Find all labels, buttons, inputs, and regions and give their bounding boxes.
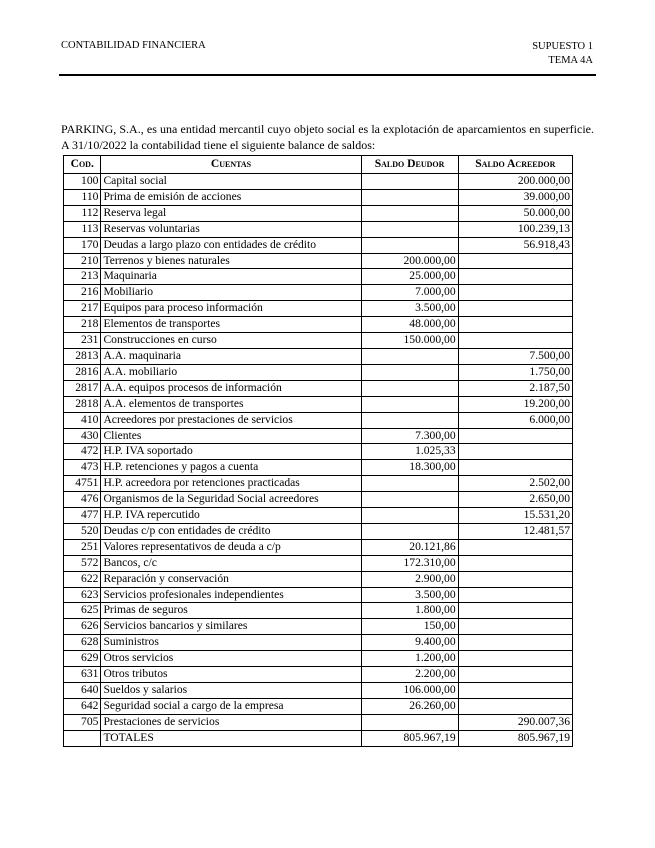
column-header-code: Cod. bbox=[64, 156, 101, 174]
table-row bbox=[64, 635, 573, 651]
account-code: 410 bbox=[64, 412, 101, 428]
table-row bbox=[64, 428, 573, 444]
account-code: 112 bbox=[64, 205, 101, 221]
debit-balance: 20.121,86 bbox=[361, 539, 458, 555]
table-row bbox=[64, 412, 573, 428]
table-row bbox=[64, 205, 573, 221]
debit-balance bbox=[361, 205, 458, 221]
account-name: Organismos de la Seguridad Social acreedores bbox=[101, 492, 361, 508]
table-row bbox=[64, 237, 573, 253]
debit-balance: 7.300,00 bbox=[361, 428, 458, 444]
account-code: 622 bbox=[64, 571, 101, 587]
table-row bbox=[64, 269, 573, 285]
table-row bbox=[64, 571, 573, 587]
table-row bbox=[64, 698, 573, 714]
credit-balance bbox=[458, 333, 572, 349]
table-row bbox=[64, 253, 573, 269]
account-code: 4751 bbox=[64, 476, 101, 492]
table-row bbox=[64, 189, 573, 205]
account-name: Deudas c/p con entidades de crédito bbox=[101, 523, 361, 539]
credit-balance: 290.007,36 bbox=[458, 714, 572, 730]
header-divider bbox=[59, 74, 596, 76]
credit-balance: 15.531,20 bbox=[458, 508, 572, 524]
credit-balance: 12.481,57 bbox=[458, 523, 572, 539]
debit-balance bbox=[361, 364, 458, 380]
credit-balance: 56.918,43 bbox=[458, 237, 572, 253]
account-code: 210 bbox=[64, 253, 101, 269]
debit-balance: 150,00 bbox=[361, 619, 458, 635]
credit-balance: 200.000,00 bbox=[458, 174, 572, 190]
account-code: 572 bbox=[64, 555, 101, 571]
account-name: Elementos de transportes bbox=[101, 317, 361, 333]
debit-balance: 106.000,00 bbox=[361, 683, 458, 699]
debit-balance bbox=[361, 348, 458, 364]
totals-credit: 805.967,19 bbox=[458, 730, 572, 746]
debit-balance bbox=[361, 508, 458, 524]
account-name: H.P. acreedora por retenciones practicadas bbox=[101, 476, 361, 492]
table-header-row bbox=[64, 156, 573, 174]
account-code: 628 bbox=[64, 635, 101, 651]
account-name: Suministros bbox=[101, 635, 361, 651]
debit-balance: 150.000,00 bbox=[361, 333, 458, 349]
credit-balance bbox=[458, 428, 572, 444]
table-row bbox=[64, 317, 573, 333]
account-name: Prima de emisión de acciones bbox=[101, 189, 361, 205]
account-name: Deudas a largo plazo con entidades de crédito bbox=[101, 237, 361, 253]
credit-balance bbox=[458, 635, 572, 651]
table-row bbox=[64, 492, 573, 508]
account-name: Otros servicios bbox=[101, 651, 361, 667]
credit-balance bbox=[458, 317, 572, 333]
account-name: Mobiliario bbox=[101, 285, 361, 301]
account-name: Servicios profesionales independientes bbox=[101, 587, 361, 603]
document-reference bbox=[532, 40, 593, 68]
account-code: 631 bbox=[64, 667, 101, 683]
account-code: 2816 bbox=[64, 364, 101, 380]
credit-balance bbox=[458, 269, 572, 285]
debit-balance bbox=[361, 174, 458, 190]
trial-balance-table bbox=[63, 155, 573, 747]
account-name: Seguridad social a cargo de la empresa bbox=[101, 698, 361, 714]
debit-balance bbox=[361, 396, 458, 412]
debit-balance: 2.900,00 bbox=[361, 571, 458, 587]
credit-balance bbox=[458, 555, 572, 571]
table-row bbox=[64, 285, 573, 301]
account-code: 640 bbox=[64, 683, 101, 699]
debit-balance bbox=[361, 492, 458, 508]
table-row bbox=[64, 508, 573, 524]
account-name: Bancos, c/c bbox=[101, 555, 361, 571]
debit-balance: 3.500,00 bbox=[361, 587, 458, 603]
credit-balance: 2.650,00 bbox=[458, 492, 572, 508]
account-code: 100 bbox=[64, 174, 101, 190]
debit-balance: 18.300,00 bbox=[361, 460, 458, 476]
credit-balance bbox=[458, 651, 572, 667]
account-name: H.P. IVA repercutido bbox=[101, 508, 361, 524]
table-body bbox=[64, 174, 573, 731]
credit-balance bbox=[458, 444, 572, 460]
account-code: 629 bbox=[64, 651, 101, 667]
table-row bbox=[64, 667, 573, 683]
credit-balance bbox=[458, 619, 572, 635]
account-code: 430 bbox=[64, 428, 101, 444]
account-code: 110 bbox=[64, 189, 101, 205]
account-name: Construcciones en curso bbox=[101, 333, 361, 349]
account-name: Reparación y conservación bbox=[101, 571, 361, 587]
table-row bbox=[64, 460, 573, 476]
account-name: Reservas voluntarias bbox=[101, 221, 361, 237]
account-name: A.A. equipos procesos de información bbox=[101, 380, 361, 396]
account-name: A.A. mobiliario bbox=[101, 364, 361, 380]
credit-balance: 2.187,50 bbox=[458, 380, 572, 396]
column-header-credit: Saldo Acreedor bbox=[458, 156, 572, 174]
account-name: Capital social bbox=[101, 174, 361, 190]
table-row bbox=[64, 301, 573, 317]
table-row bbox=[64, 444, 573, 460]
totals-row bbox=[64, 730, 573, 746]
debit-balance bbox=[361, 714, 458, 730]
debit-balance: 25.000,00 bbox=[361, 269, 458, 285]
table-row bbox=[64, 174, 573, 190]
account-code: 477 bbox=[64, 508, 101, 524]
credit-balance bbox=[458, 571, 572, 587]
debit-balance bbox=[361, 237, 458, 253]
account-name: A.A. maquinaria bbox=[101, 348, 361, 364]
debit-balance bbox=[361, 189, 458, 205]
account-code: 218 bbox=[64, 317, 101, 333]
debit-balance: 1.200,00 bbox=[361, 651, 458, 667]
account-code: 113 bbox=[64, 221, 101, 237]
account-code: 476 bbox=[64, 492, 101, 508]
totals-debit: 805.967,19 bbox=[361, 730, 458, 746]
credit-balance bbox=[458, 603, 572, 619]
table-row bbox=[64, 587, 573, 603]
totals-label: TOTALES bbox=[101, 730, 361, 746]
debit-balance bbox=[361, 412, 458, 428]
table-row bbox=[64, 523, 573, 539]
debit-balance bbox=[361, 476, 458, 492]
account-name: Sueldos y salarios bbox=[101, 683, 361, 699]
credit-balance: 19.200,00 bbox=[458, 396, 572, 412]
debit-balance: 200.000,00 bbox=[361, 253, 458, 269]
credit-balance bbox=[458, 253, 572, 269]
credit-balance bbox=[458, 587, 572, 603]
debit-balance: 48.000,00 bbox=[361, 317, 458, 333]
debit-balance: 172.310,00 bbox=[361, 555, 458, 571]
table-row bbox=[64, 619, 573, 635]
debit-balance: 1.025,33 bbox=[361, 444, 458, 460]
account-code: 251 bbox=[64, 539, 101, 555]
account-code: 642 bbox=[64, 698, 101, 714]
table-row bbox=[64, 364, 573, 380]
column-header-debit: Saldo Deudor bbox=[361, 156, 458, 174]
account-code: 626 bbox=[64, 619, 101, 635]
account-name: Maquinaria bbox=[101, 269, 361, 285]
account-code: 625 bbox=[64, 603, 101, 619]
debit-balance: 3.500,00 bbox=[361, 301, 458, 317]
account-name: Primas de seguros bbox=[101, 603, 361, 619]
table-row bbox=[64, 539, 573, 555]
account-code: 217 bbox=[64, 301, 101, 317]
debit-balance: 2.200,00 bbox=[361, 667, 458, 683]
table-row bbox=[64, 476, 573, 492]
table-row bbox=[64, 221, 573, 237]
account-code: 170 bbox=[64, 237, 101, 253]
debit-balance: 9.400,00 bbox=[361, 635, 458, 651]
credit-balance bbox=[458, 285, 572, 301]
table-row bbox=[64, 603, 573, 619]
account-name: H.P. IVA soportado bbox=[101, 444, 361, 460]
topic-label: TEMA 4A bbox=[548, 55, 593, 66]
credit-balance: 7.500,00 bbox=[458, 348, 572, 364]
table-row bbox=[64, 651, 573, 667]
account-code: 216 bbox=[64, 285, 101, 301]
totals-code bbox=[64, 730, 101, 746]
account-name: Equipos para proceso información bbox=[101, 301, 361, 317]
account-code: 2817 bbox=[64, 380, 101, 396]
account-code: 2818 bbox=[64, 396, 101, 412]
credit-balance bbox=[458, 683, 572, 699]
debit-balance: 7.000,00 bbox=[361, 285, 458, 301]
account-name: Prestaciones de servicios bbox=[101, 714, 361, 730]
account-name: Valores representativos de deuda a c/p bbox=[101, 539, 361, 555]
account-code: 623 bbox=[64, 587, 101, 603]
account-code: 231 bbox=[64, 333, 101, 349]
account-code: 213 bbox=[64, 269, 101, 285]
account-name: A.A. elementos de transportes bbox=[101, 396, 361, 412]
credit-balance bbox=[458, 539, 572, 555]
debit-balance bbox=[361, 523, 458, 539]
table-row bbox=[64, 714, 573, 730]
credit-balance: 50.000,00 bbox=[458, 205, 572, 221]
credit-balance: 100.239,13 bbox=[458, 221, 572, 237]
account-name: Terrenos y bienes naturales bbox=[101, 253, 361, 269]
account-name: Servicios bancarios y similares bbox=[101, 619, 361, 635]
debit-balance: 1.800,00 bbox=[361, 603, 458, 619]
credit-balance: 39.000,00 bbox=[458, 189, 572, 205]
credit-balance: 6.000,00 bbox=[458, 412, 572, 428]
account-name: Otros tributos bbox=[101, 667, 361, 683]
credit-balance bbox=[458, 301, 572, 317]
credit-balance: 2.502,00 bbox=[458, 476, 572, 492]
document-subject: CONTABILIDAD FINANCIERA bbox=[61, 40, 206, 51]
account-name: Reserva legal bbox=[101, 205, 361, 221]
exercise-label: SUPUESTO 1 bbox=[532, 41, 593, 52]
credit-balance bbox=[458, 460, 572, 476]
table-row bbox=[64, 683, 573, 699]
account-code: 472 bbox=[64, 444, 101, 460]
account-name: Acreedores por prestaciones de servicios bbox=[101, 412, 361, 428]
account-code: 520 bbox=[64, 523, 101, 539]
intro-paragraph: PARKING, S.A., es una entidad mercantil cuyo objeto social es la explotación de aparcamientos en superficie. A 31/10/2022 la contabilidad tiene el siguiente balance de saldos: bbox=[61, 122, 594, 152]
account-name: Clientes bbox=[101, 428, 361, 444]
debit-balance bbox=[361, 380, 458, 396]
column-header-account: Cuentas bbox=[101, 156, 361, 174]
table-row bbox=[64, 333, 573, 349]
account-code: 2813 bbox=[64, 348, 101, 364]
table-row bbox=[64, 396, 573, 412]
table-row bbox=[64, 380, 573, 396]
account-code: 705 bbox=[64, 714, 101, 730]
credit-balance bbox=[458, 698, 572, 714]
table-row bbox=[64, 348, 573, 364]
account-name: H.P. retenciones y pagos a cuenta bbox=[101, 460, 361, 476]
table-row bbox=[64, 555, 573, 571]
credit-balance: 1.750,00 bbox=[458, 364, 572, 380]
account-code: 473 bbox=[64, 460, 101, 476]
credit-balance bbox=[458, 667, 572, 683]
debit-balance: 26.260,00 bbox=[361, 698, 458, 714]
debit-balance bbox=[361, 221, 458, 237]
